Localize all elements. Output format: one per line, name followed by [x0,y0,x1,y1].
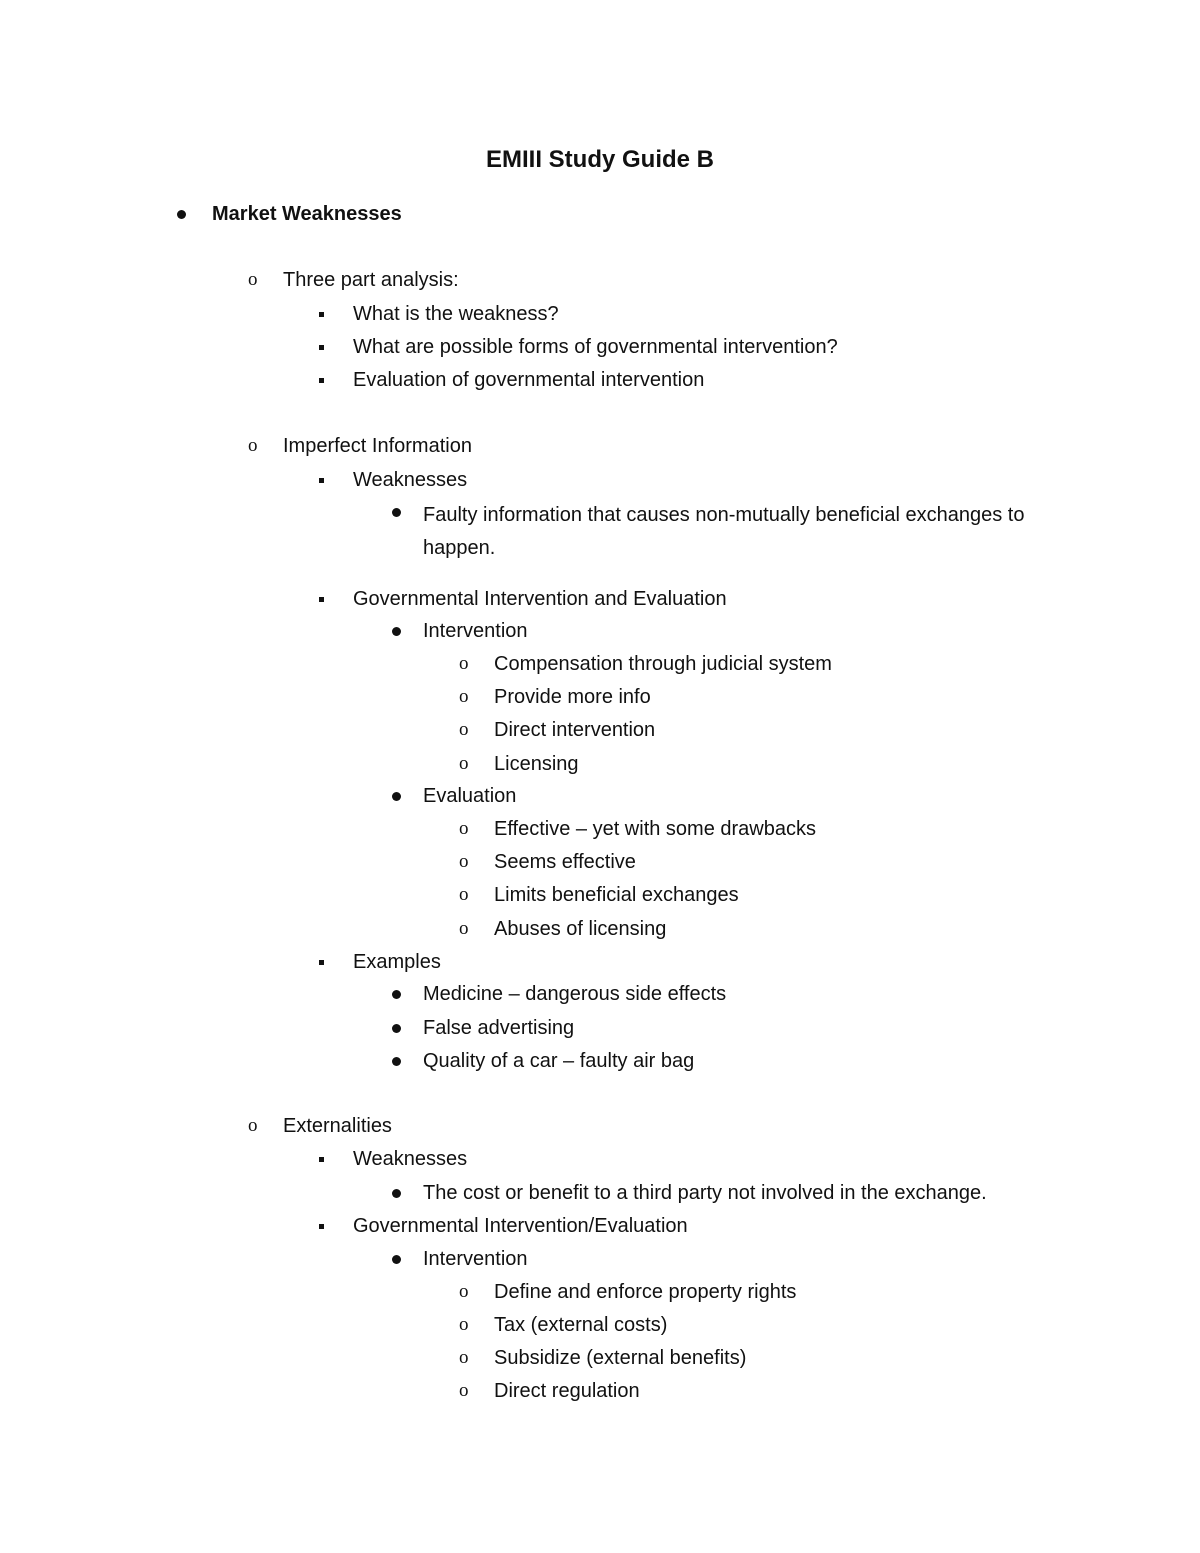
bullet-square-icon [319,312,324,317]
list-item: Abuses of licensing [494,918,667,940]
list-item: Limits beneficial exchanges [494,884,739,906]
list-item: Governmental Intervention/Evaluation [353,1215,688,1237]
bullet-dot-icon [392,627,401,636]
list-item: Weaknesses [353,1148,468,1170]
bullet-o-icon: o [459,918,469,939]
bullet-o-icon: o [459,884,469,905]
bullet-dot-icon [392,792,401,801]
bullet-o-icon: o [459,1347,469,1368]
subsection-three-part: Three part analysis: [283,269,459,291]
list-item: Weaknesses [353,469,468,491]
list-item: Tax (external costs) [494,1314,668,1336]
bullet-dot-icon [392,990,401,999]
bullet-square-icon [319,1224,324,1229]
bullet-o-icon: o [459,686,469,707]
bullet-o-icon: o [459,1281,469,1302]
list-item: Seems effective [494,851,636,873]
bullet-o-icon: o [459,653,469,674]
bullet-o-icon: o [459,719,469,740]
bullet-o-icon: o [248,1115,258,1136]
bullet-dot-icon [392,1057,401,1066]
bullet-square-icon [319,1157,324,1162]
list-item: Evaluation [423,785,517,807]
bullet-dot-icon [177,210,186,219]
list-item: Direct intervention [494,719,656,741]
list-item: Provide more info [494,686,651,708]
bullet-o-icon: o [459,1380,469,1401]
bullet-dot-icon [392,1189,401,1198]
bullet-o-icon: o [459,818,469,839]
list-item: Intervention [423,1248,528,1270]
bullet-square-icon [319,345,324,350]
list-item: What are possible forms of governmental intervention? [353,336,838,358]
list-item: Define and enforce property rights [494,1281,797,1303]
list-item: Evaluation of governmental intervention [353,369,705,391]
bullet-o-icon: o [459,1314,469,1335]
list-item: The cost or benefit to a third party not involved in the exchange. [423,1182,987,1204]
list-item: Licensing [494,753,579,775]
bullet-o-icon: o [459,851,469,872]
list-item: Intervention [423,620,528,642]
section-heading: Market Weaknesses [212,203,402,225]
list-item: Direct regulation [494,1380,640,1402]
list-item: Quality of a car – faulty air bag [423,1050,695,1072]
bullet-dot-icon [392,508,401,517]
bullet-o-icon: o [459,753,469,774]
subsection-externalities: Externalities [283,1115,392,1137]
bullet-dot-icon [392,1255,401,1264]
page-title: EMIII Study Guide B [485,146,714,173]
list-item: Medicine – dangerous side effects [423,983,727,1005]
list-item: What is the weakness? [353,303,559,325]
bullet-square-icon [319,478,324,483]
bullet-square-icon [319,597,324,602]
list-item: Governmental Intervention and Evaluation [353,588,727,610]
list-item: Effective – yet with some drawbacks [494,818,816,840]
bullet-dot-icon [392,1024,401,1033]
bullet-square-icon [319,960,324,965]
subsection-imperfect-information: Imperfect Information [283,435,472,457]
bullet-o-icon: o [248,435,258,456]
bullet-o-icon: o [248,269,258,290]
list-item: Faulty information that causes non-mutually beneficial exchanges to happen. [423,504,1025,559]
list-item: Compensation through judicial system [494,653,832,675]
list-item: False advertising [423,1017,575,1039]
list-item: Subsidize (external benefits) [494,1347,747,1369]
list-item: Examples [353,951,441,973]
bullet-square-icon [319,378,324,383]
